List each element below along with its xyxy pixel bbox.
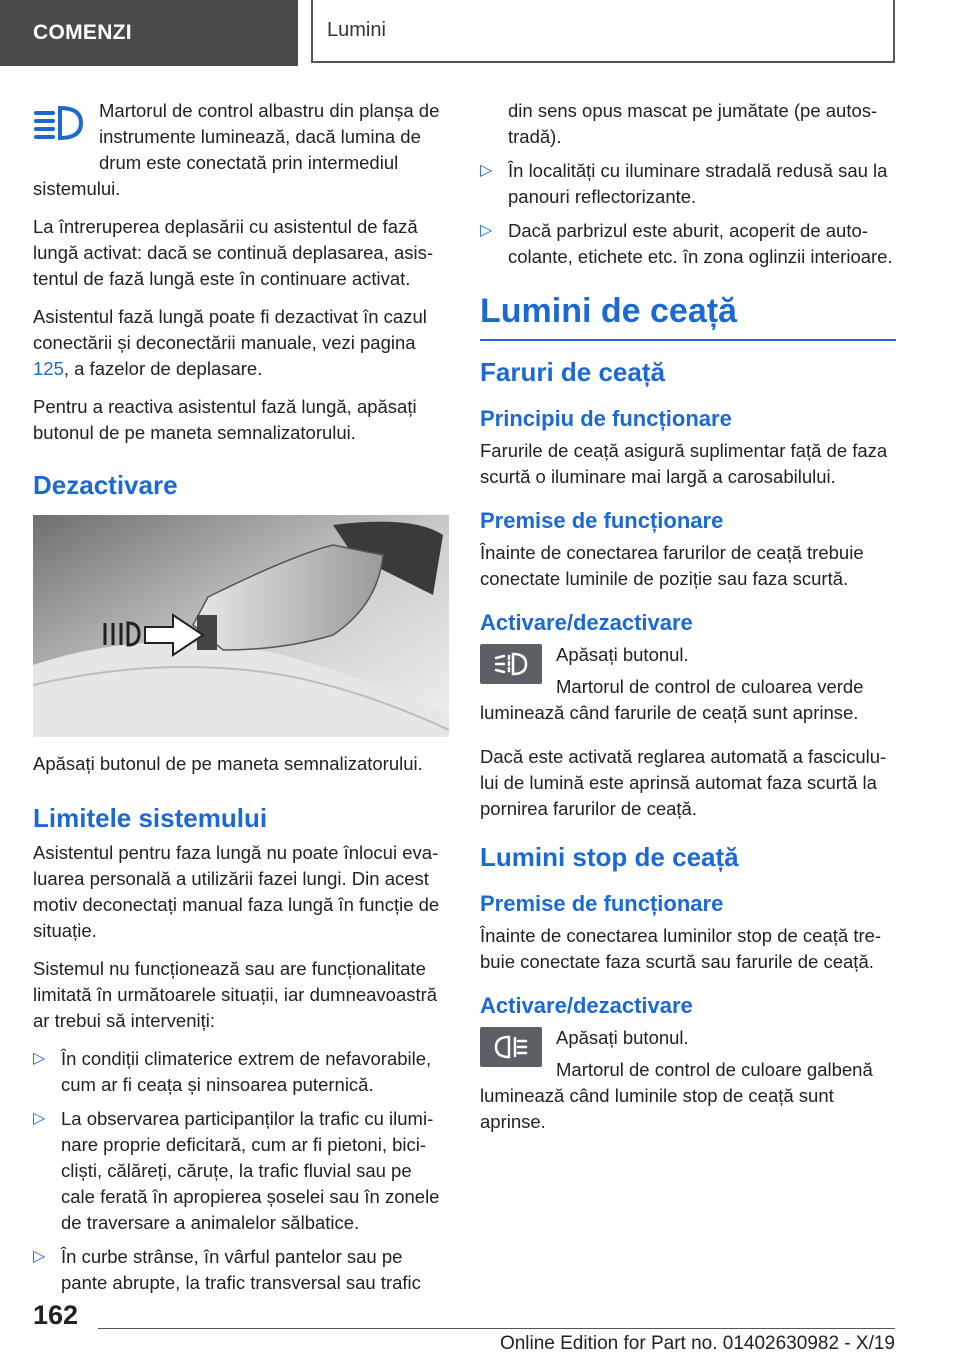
press-button-text: Apăsați butonul. bbox=[556, 644, 689, 665]
limits-list bbox=[33, 1046, 449, 1296]
bullet-triangle-icon: ▷ bbox=[33, 1248, 46, 1265]
left-column bbox=[33, 98, 449, 1306]
paragraph: Pentru a reactiva asistentul fază lungă, apăsați butonul de pe maneta semnalizatorului. bbox=[33, 396, 417, 443]
list-item: ▷ La observarea participanților la trafic cu iluminare proprie deficitară, cum ar fi pietoni, bicicliști, călăreți, căruțe, la trafic fluvial sau pe cale ferată în apropierea șoselei sau în zonele de traversare a animalelor sălbatice. bbox=[33, 1108, 440, 1233]
bullet-triangle-icon: ▷ bbox=[33, 1050, 46, 1067]
heading-activation: Activare/dezactivare bbox=[480, 610, 693, 635]
heading-fog-lights: Lumini de ceață bbox=[480, 292, 896, 341]
front-fog-light-icon bbox=[480, 644, 542, 684]
page-header bbox=[0, 0, 960, 66]
indicator-text: Martorul de control de culoarea verde luminează când farurile de ceață sunt aprinse. bbox=[480, 676, 864, 723]
bullet-triangle-icon: ▷ bbox=[33, 1110, 46, 1127]
paragraph-with-page-ref: Asistentul fază lungă poate fi dezactivat în cazul conectării și deconectării manuale, vezi pagina 125, a fazelor de deplasare. bbox=[33, 306, 427, 379]
heading-rear-fog-lights: Lumini stop de ceață bbox=[480, 842, 739, 872]
high-beam-indicator-text: Martorul de control albastru din planșa de instrumente luminează, dacă lumina de drum este conectată prin intermediul sistemului. bbox=[33, 100, 440, 199]
edition-footer: Online Edition for Part no. 01402630982 - X/19 bbox=[499, 1333, 895, 1354]
bullet-triangle-icon: ▷ bbox=[480, 222, 493, 239]
chapter-tab: Lumini bbox=[311, 0, 895, 63]
heading-activation: Activare/dezactivare bbox=[480, 993, 693, 1018]
section-tab: COMENZI bbox=[0, 0, 298, 66]
limits-list-continued bbox=[480, 98, 896, 270]
rear-fog-block bbox=[480, 1025, 896, 1147]
paragraph: Asistentul pentru faza lungă nu poate înlocui evaluarea personală a utilizării fazei lungi. Din acest motiv deconectați manual faza lungă în funcție de situație. bbox=[33, 842, 440, 941]
page-link[interactable]: 125 bbox=[33, 358, 64, 379]
right-column bbox=[480, 98, 896, 1147]
paragraph: Dacă este activată reglarea automată a fasciculului de lumină este aprinsă automat faza scurtă la pornirea farurilor de ceață. bbox=[480, 746, 887, 819]
paragraph: Farurile de ceață asigură suplimentar față de faza scurtă o iluminare mai largă a carosabilului. bbox=[480, 440, 888, 487]
bullet-triangle-icon: ▷ bbox=[480, 162, 493, 179]
page-number: 162 bbox=[33, 1300, 79, 1330]
paragraph: Înainte de conectarea luminilor stop de ceață trebuie conectate faza scurtă sau farurile de ceață. bbox=[480, 925, 882, 972]
heading-prerequisites: Premise de funcționare bbox=[480, 508, 724, 533]
heading-deactivation: Dezactivare bbox=[33, 470, 178, 500]
list-item: ▷ În curbe strânse, în vârful pantelor sau pe pante abrupte, la trafic transversal sau trafic bbox=[33, 1246, 421, 1293]
paragraph: Sistemul nu funcționează sau are funcționalitate limitată în următoarele situații, iar dumneavoastră ar trebui să interveniți: bbox=[33, 958, 438, 1031]
heading-system-limits: Limitele sistemului bbox=[33, 803, 268, 833]
front-fog-block bbox=[480, 642, 896, 738]
list-item: ▷ Dacă parbrizul este aburit, acoperit de autocolante, etichete etc. în zona oglinzii interioare. bbox=[480, 220, 893, 267]
indicator-text: Martorul de control de culoare galbenă luminează când luminile stop de ceață sunt aprinse. bbox=[480, 1059, 873, 1132]
list-item: ▷ În localități cu iluminare stradală redusă sau la panouri reflectorizante. bbox=[480, 160, 888, 207]
high-beam-indicator-icon bbox=[33, 104, 85, 147]
rear-fog-light-icon bbox=[480, 1027, 542, 1067]
footer-divider bbox=[98, 1328, 895, 1329]
paragraph: La întreruperea deplasării cu asistentul de fază lungă activat: dacă se continuă deplasarea, asistentul de fază lungă este în continuare activat. bbox=[33, 216, 434, 289]
paragraph: Înainte de conectarea farurilor de ceață trebuie conectate luminile de poziție sau faza scurtă. bbox=[480, 542, 864, 589]
press-button-text: Apăsați butonul. bbox=[556, 1027, 689, 1048]
list-item: ▷ În condiții climaterice extrem de nefavorabile, cum ar fi ceața și ninsoarea puternică. bbox=[33, 1048, 432, 1095]
list-item: din sens opus mascat pe jumătate (pe autostradă). bbox=[508, 100, 878, 147]
heading-front-fog-lights: Faruri de ceață bbox=[480, 357, 665, 387]
heading-prerequisites: Premise de funcționare bbox=[480, 891, 724, 916]
figure-caption: Apăsați butonul de pe maneta semnalizatorului. bbox=[33, 753, 423, 774]
turn-signal-lever-figure bbox=[33, 515, 449, 737]
heading-principle: Principiu de funcționare bbox=[480, 406, 732, 431]
